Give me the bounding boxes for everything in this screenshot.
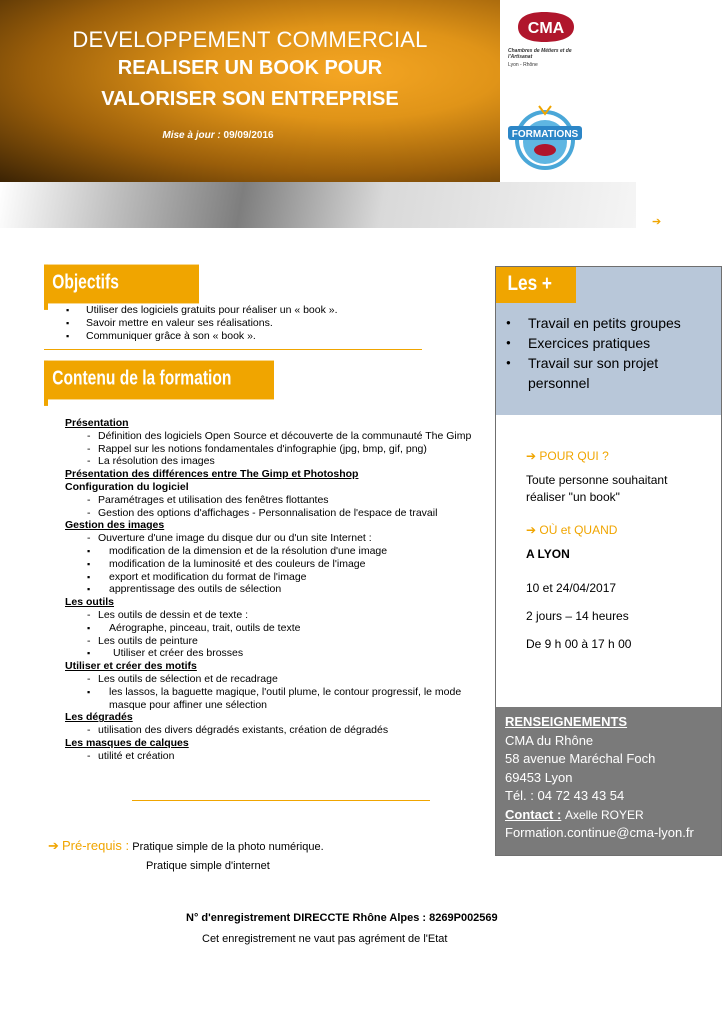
renseignements-phone: Tél. : 04 72 43 43 54 (505, 788, 625, 803)
renseignements-org: CMA du Rhône (505, 732, 594, 748)
update-date (0, 130, 436, 141)
update-date-value: 09/09/2016 (223, 130, 274, 141)
content-heading: Les outils (65, 596, 115, 609)
contact-name: Axelle ROYER (564, 807, 644, 822)
objectif-item: ▪ Communiquer grâce à son « book ». (66, 330, 338, 343)
arrow-right-icon: ➔ (526, 449, 537, 463)
contenu-heading (44, 361, 274, 400)
contact-label: Contact : (505, 806, 562, 822)
les-plus-title: Les + (507, 272, 553, 295)
contenu-title: Contenu de la formation (52, 367, 232, 390)
header-title-line2: REALISER UN BOOK POUR (117, 57, 383, 79)
content-heading: Les masques de calques (65, 736, 189, 749)
pour-qui-label: POUR QUI ? (539, 449, 609, 463)
header-streaks (0, 182, 636, 228)
content-subitem: ▪ les lassos, la baguette magique, l'outil plume, le contour progressif, le mode masque pour affiner une sélection (65, 686, 485, 712)
renseignements-panel (496, 707, 721, 855)
content-item: - utilisation des divers dégradés existants, création de dégradés (65, 724, 485, 737)
content-subitem: ▪ modification de la dimension et de la résolution d'une image (65, 545, 485, 558)
content-item: - Gestion des options d'affichages - Personnalisation de l'espace de travail (65, 507, 485, 520)
pour-qui-heading (526, 449, 609, 463)
arrow-right-icon: ➔ (652, 216, 662, 228)
content-heading: Gestion des images (65, 519, 165, 532)
objectif-item: ▪ Utiliser des logiciels gratuits pour réaliser un « book ». (66, 304, 338, 317)
content-item: - Rappel sur les notions fondamentales d'infographie (jpg, bmp, gif, png) (65, 443, 485, 456)
objectifs-list (66, 304, 338, 343)
content-subitem: ▪ modification de la luminosité et des couleurs de l'image (65, 558, 485, 571)
direccte-disclaimer: Cet enregistrement ne vaut pas agrément de l'Etat (202, 933, 448, 945)
header-title-line3: VALORISER SON ENTREPRISE (101, 88, 399, 110)
renseignements-city: 69453 Lyon (505, 769, 573, 785)
pour-qui-text: Toute personne souhaitant réaliser "un book" (526, 473, 668, 504)
objectif-item: ▪ Savoir mettre en valeur ses réalisations. (66, 317, 338, 330)
content-item: - Les outils de sélection et de recadrage (65, 673, 485, 686)
content-item: - Ouverture d'une image du disque dur ou d'un site Internet : (65, 532, 485, 545)
ou-quand-city: A LYON (526, 547, 570, 561)
content-heading: Utiliser et créer des motifs (65, 660, 197, 673)
sidebar-box (495, 266, 722, 856)
content-subitem: ▪ Utiliser et créer des brosses (65, 647, 485, 660)
formations-badge (506, 102, 584, 174)
logo-box (500, 0, 636, 182)
les-plus-heading (496, 267, 576, 303)
les-plus-item: ● Travail en petits groupes (506, 313, 716, 333)
content-subitem: ▪ apprentissage des outils de sélection (65, 583, 485, 596)
renseignements-address: 58 avenue Maréchal Foch (505, 751, 656, 766)
logo-caption (508, 48, 588, 68)
content-item: - utilité et création (65, 750, 485, 763)
content-item: - Les outils de peinture (65, 635, 485, 648)
logo-title: Chambres de Métiers et de l'Artisanat (508, 48, 572, 60)
content-item: - Paramétrages et utilisation des fenêtres flottantes (65, 494, 485, 507)
header-title-line1: DEVELOPPEMENT COMMERCIAL (72, 27, 428, 52)
header-banner (0, 0, 636, 228)
content-heading: Présentation des différences entre The Gimp et Photoshop (65, 468, 359, 481)
content-subitem: ▪ export et modification du format de l'image (65, 571, 485, 584)
direccte-number: N° d'enregistrement DIRECCTE Rhône Alpes : 8269P002569 (186, 912, 498, 924)
cma-logo (514, 10, 578, 44)
contact-email[interactable]: Formation.continue@cma-lyon.fr (505, 825, 694, 840)
ou-quand-label: OÙ et QUAND (539, 523, 618, 537)
objectifs-divider (44, 349, 422, 350)
ou-quand-hours: De 9 h 00 à 17 h 00 (526, 637, 632, 651)
prerequis-label: Pré-requis : (61, 838, 130, 853)
contenu-divider (132, 800, 430, 801)
content-subheading: Configuration du logiciel (65, 480, 189, 493)
content-heading: Les dégradés (65, 711, 133, 724)
les-plus-panel (496, 267, 721, 415)
arrow-right-icon: ➔ (48, 838, 59, 853)
prerequis-block (48, 836, 324, 876)
formations-badge-text: FORMATIONS (511, 129, 579, 140)
ou-quand-dates: 10 et 24/04/2017 (526, 581, 617, 595)
cma-logo-text: CMA (527, 20, 565, 37)
content-subitem: ▪ Aérographe, pinceau, trait, outils de texte (65, 622, 485, 635)
ou-quand-heading (526, 523, 617, 537)
objectifs-title: Objectifs (52, 271, 119, 294)
contenu-body (65, 417, 485, 763)
content-heading: Présentation (65, 417, 129, 429)
objectifs-heading (44, 265, 199, 304)
logo-subtitle: Lyon - Rhône (508, 62, 538, 68)
content-item: - Les outils de dessin et de texte : (65, 609, 485, 622)
ou-quand-duration: 2 jours – 14 heures (526, 609, 629, 623)
content-item: - La résolution des images (65, 455, 485, 468)
les-plus-list (506, 313, 716, 393)
prerequis-line1: Pratique simple de la photo numérique. (132, 841, 324, 853)
update-date-label: Mise à jour : (162, 130, 221, 141)
renseignements-title: RENSEIGNEMENTS (505, 714, 628, 729)
arrow-right-icon: ➔ (526, 523, 537, 537)
content-item: - Définition des logiciels Open Source et découverte de la communauté The Gimp (65, 430, 485, 443)
les-plus-item: ● Exercices pratiques (506, 333, 716, 353)
les-plus-item: ● Travail sur son projet personnel (506, 353, 716, 393)
prerequis-line2: Pratique simple d'internet (146, 860, 270, 872)
